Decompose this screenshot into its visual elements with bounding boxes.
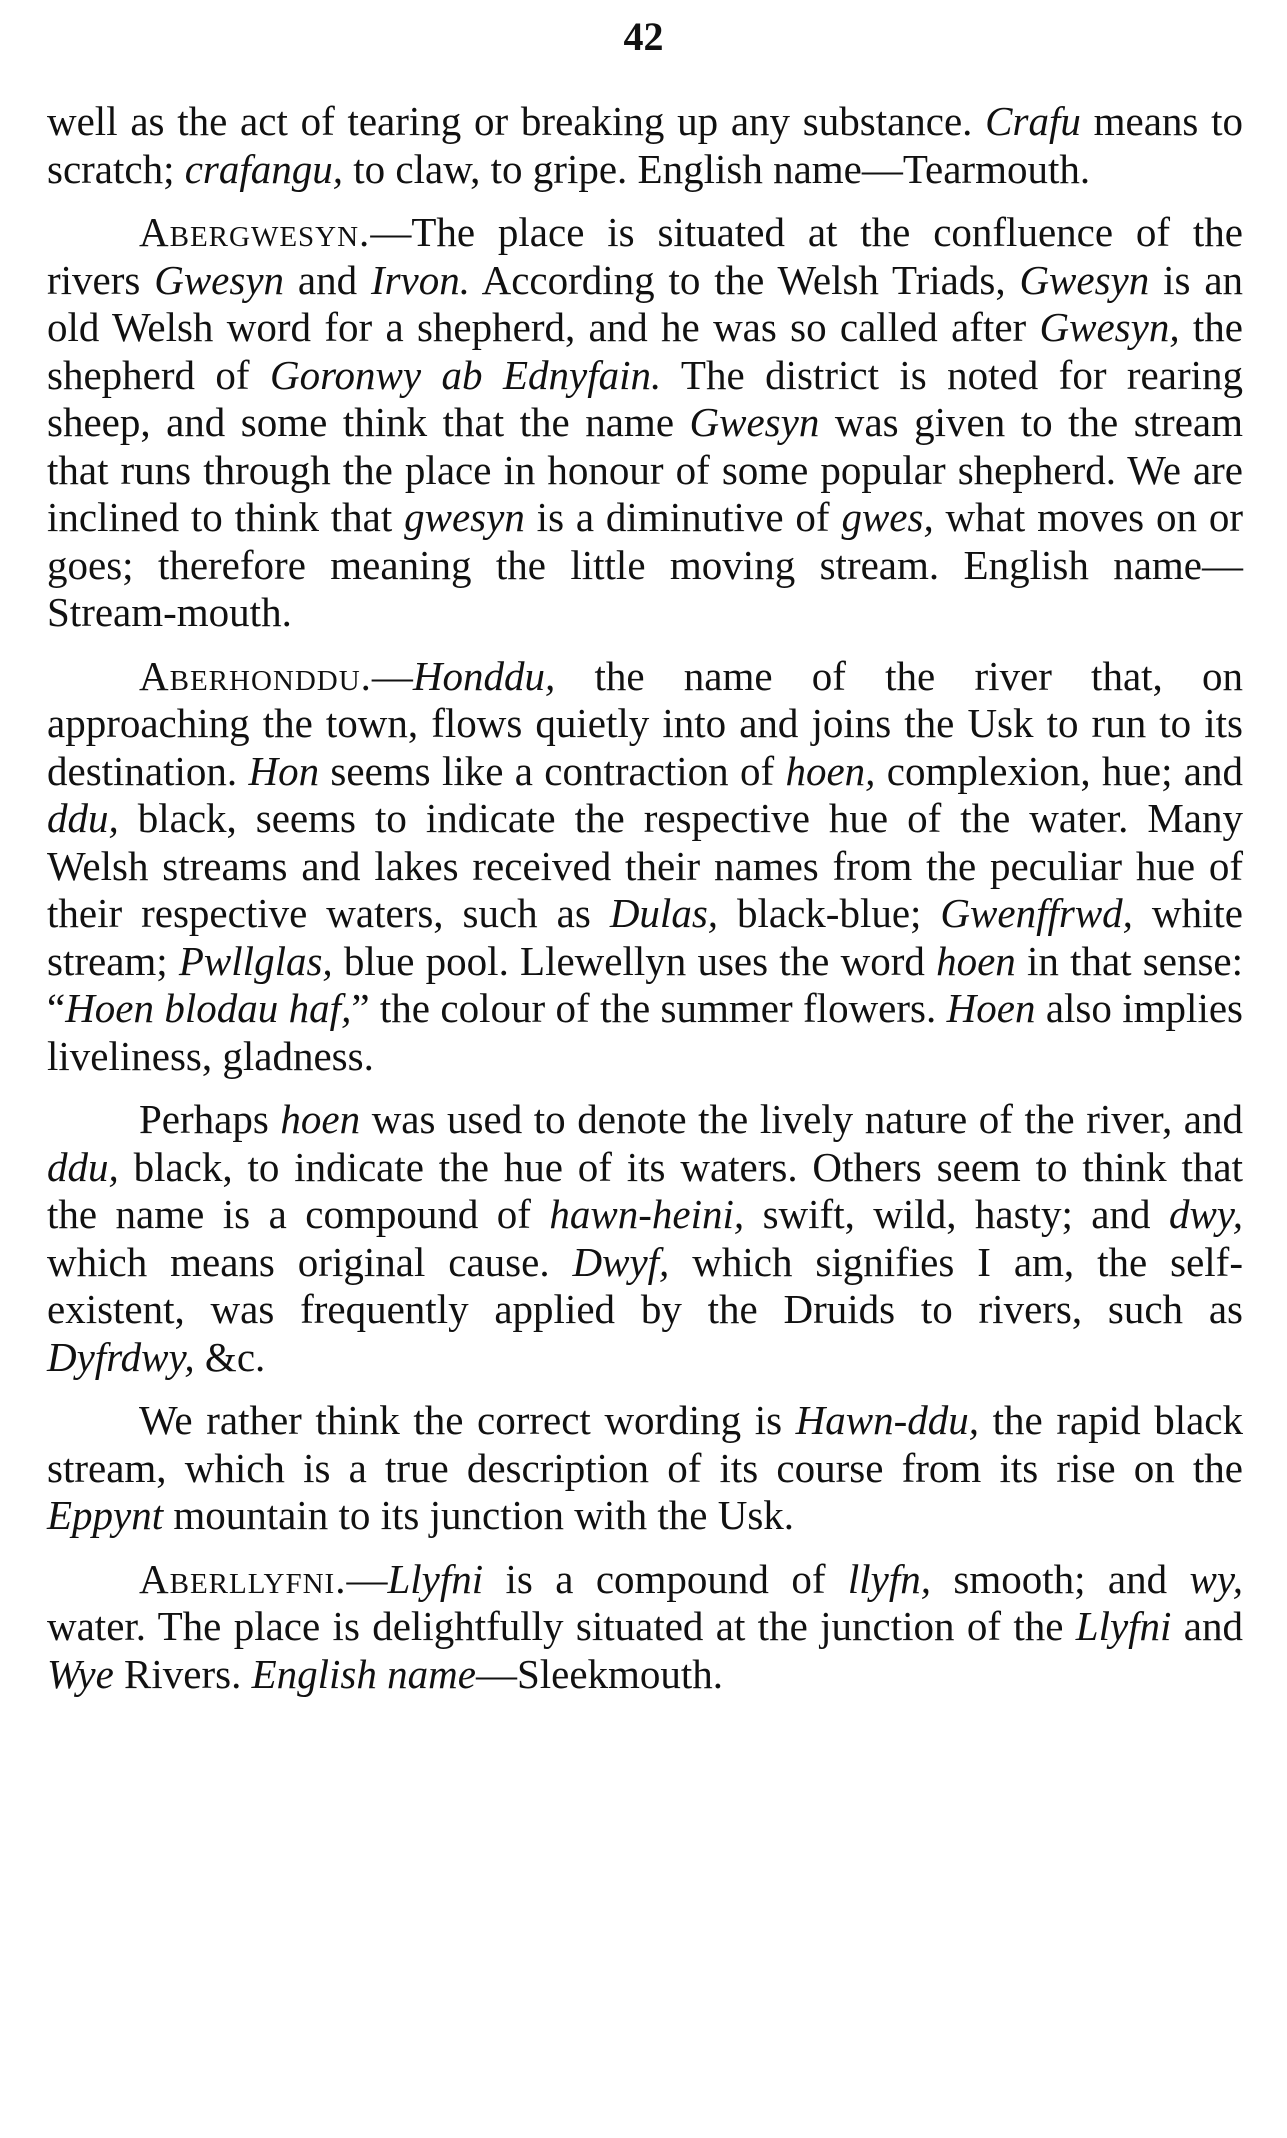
text-run: —Sleekmouth. bbox=[475, 1650, 724, 1697]
italic-term: Gwesyn bbox=[154, 256, 285, 303]
text-run: which signifies I am, the self-existent, was frequently applied by the Druids to rivers, such as bbox=[47, 1238, 1243, 1332]
text-run: According to the Welsh Triads, bbox=[470, 256, 1020, 303]
italic-term: English name bbox=[251, 1650, 476, 1697]
italic-term: Pwllglas, bbox=[178, 937, 333, 984]
text-run: black, seems to indicate the respective hue of the water. Many Welsh streams and lakes received their names from the peculiar hue of their respective waters, such as bbox=[47, 795, 1243, 936]
italic-term: Eppynt bbox=[47, 1492, 164, 1538]
text-run: to claw, to gripe. English name—Tearmouth. bbox=[343, 145, 1091, 192]
text-run: the name of the river that, on approaching the town, flows quietly into and joins the Usk to run to its destination. bbox=[47, 652, 1243, 794]
text-run: was used to denote the lively nature of the river, and bbox=[360, 1096, 1244, 1142]
italic-term: Hawn-ddu, bbox=[795, 1397, 980, 1443]
text-run: We rather think the correct wording is bbox=[139, 1397, 796, 1443]
paragraph bbox=[47, 1397, 1243, 1540]
italic-term: Honddu, bbox=[412, 652, 556, 699]
text-run: white stream; bbox=[47, 890, 1243, 984]
paragraph bbox=[47, 1096, 1243, 1381]
paragraph bbox=[47, 98, 1243, 193]
italic-term: gwesyn bbox=[404, 494, 525, 540]
entry-heading: Abergwesyn. bbox=[139, 209, 371, 255]
text-run: — bbox=[346, 1555, 388, 1602]
text-run: blue pool. Llewellyn uses the word bbox=[332, 937, 937, 984]
body-text bbox=[47, 98, 1243, 1714]
italic-term: Llyfni bbox=[1075, 1603, 1172, 1649]
text-run: seems like a contraction of bbox=[319, 747, 786, 794]
text-run: mountain to its junction with the Usk. bbox=[163, 1492, 795, 1538]
paragraph bbox=[47, 209, 1243, 637]
italic-term: Dwyf, bbox=[572, 1238, 670, 1285]
text-run: the rapid black stream, which is a true description of its course from its rise on the bbox=[47, 1397, 1243, 1491]
italic-term: Goronwy ab Ednyfain. bbox=[270, 351, 662, 398]
italic-term: llyfn, bbox=[847, 1555, 931, 1602]
text-run: Rivers. bbox=[113, 1650, 252, 1697]
entry-heading: Aberllyfni. bbox=[139, 1555, 347, 1602]
text-run: in that sense: “ bbox=[47, 937, 1243, 1031]
text-run: well as the act of tearing or breaking up any substance. bbox=[47, 98, 986, 144]
italic-term: crafangu, bbox=[184, 145, 344, 192]
text-run: —The place is situated at the confluence of the rivers bbox=[47, 209, 1243, 303]
italic-term: Crafu bbox=[985, 98, 1081, 144]
text-run: black-blue; bbox=[718, 890, 941, 936]
text-run: also implies liveliness, gladness. bbox=[47, 985, 1243, 1079]
text-run: — bbox=[371, 652, 413, 699]
paragraph bbox=[47, 1556, 1243, 1699]
italic-term: Wye bbox=[47, 1650, 114, 1697]
paragraph bbox=[47, 653, 1243, 1081]
italic-term: dwy, bbox=[1168, 1191, 1243, 1237]
italic-term: Gwesyn bbox=[689, 399, 820, 445]
text-run: is a diminutive of bbox=[524, 494, 842, 540]
text-run: what moves on or goes; therefore meaning the little moving stream. English name—Stream-mouth. bbox=[47, 494, 1243, 635]
italic-term: Gwesyn bbox=[1019, 256, 1150, 303]
italic-term: hoen, bbox=[785, 747, 876, 794]
italic-term: Hoen blodau haf, bbox=[65, 985, 352, 1031]
italic-term: wy, bbox=[1189, 1555, 1244, 1602]
text-run: water. The place is delightfully situated at the junction of the bbox=[47, 1603, 1076, 1649]
text-run: black, to indicate the hue of its waters. Others seem to think that the name is a compound of bbox=[47, 1143, 1243, 1237]
text-run: and bbox=[284, 256, 371, 303]
italic-term: Dyfrdwy, bbox=[47, 1333, 195, 1380]
text-run: was given to the stream that runs through the place in honour of some popular shepherd. We are inclined to think that bbox=[47, 399, 1243, 540]
italic-term: Hoen bbox=[946, 985, 1036, 1031]
italic-term: Hon bbox=[248, 747, 320, 794]
text-run: is a compound of bbox=[483, 1555, 848, 1602]
italic-term: Dulas, bbox=[609, 890, 719, 936]
italic-term: Gwesyn, bbox=[1039, 304, 1180, 350]
text-run: smooth; and bbox=[930, 1555, 1190, 1602]
italic-term: hawn-heini, bbox=[549, 1191, 745, 1237]
entry-heading: Aberhonddu. bbox=[139, 652, 372, 699]
text-run: and bbox=[1171, 1603, 1243, 1649]
page-number: 42 bbox=[623, 14, 664, 59]
italic-term: hoen bbox=[280, 1096, 361, 1142]
text-run: swift, wild, hasty; and bbox=[744, 1191, 1169, 1237]
text-run: which means original cause. bbox=[47, 1238, 573, 1285]
text-run: Perhaps bbox=[139, 1096, 281, 1142]
text-run: ” the colour of the summer flowers. bbox=[351, 985, 947, 1031]
text-run: means to scratch; bbox=[47, 98, 1243, 192]
italic-term: ddu, bbox=[47, 1143, 119, 1190]
italic-term: gwes, bbox=[841, 494, 934, 540]
italic-term: Llyfni bbox=[387, 1555, 484, 1602]
text-run: The district is noted for rearing sheep, and some think that the name bbox=[47, 351, 1243, 445]
text-run: is an old Welsh word for a shepherd, and he was so called after bbox=[47, 256, 1244, 350]
text-run: the shepherd of bbox=[47, 304, 1243, 398]
italic-term: ddu, bbox=[47, 795, 119, 841]
italic-term: hoen bbox=[936, 937, 1016, 984]
italic-term: Irvon. bbox=[370, 256, 471, 303]
text-run: &c. bbox=[194, 1333, 266, 1380]
italic-term: Gwenffrwd, bbox=[940, 890, 1133, 936]
text-run: complexion, hue; and bbox=[875, 747, 1244, 794]
